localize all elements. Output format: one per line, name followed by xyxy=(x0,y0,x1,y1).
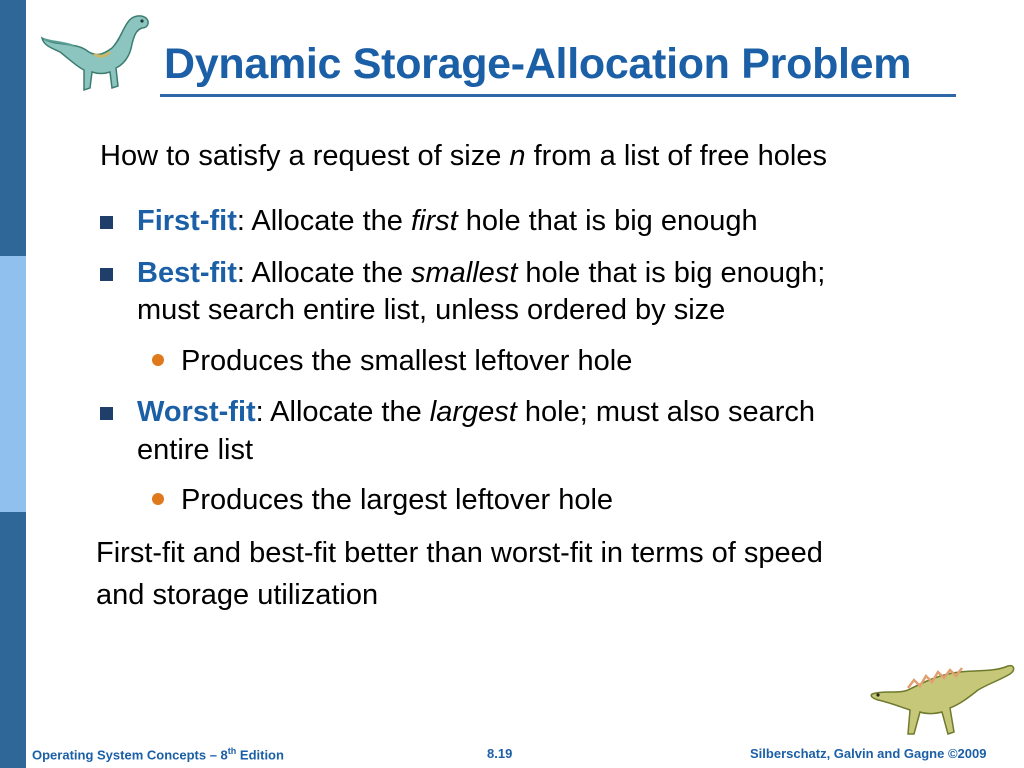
dinosaur-logo-icon xyxy=(868,660,1018,742)
round-bullet-icon xyxy=(152,354,164,366)
round-bullet-icon xyxy=(152,493,164,505)
sidebar-highlight xyxy=(0,256,26,512)
term-first-fit: First-fit xyxy=(137,205,237,237)
footer-page-number: 8.19 xyxy=(487,746,513,761)
left-sidebar-band xyxy=(0,0,26,768)
footer-authors: Silberschatz, Galvin and Gagne ©2009 xyxy=(750,746,987,761)
term-worst-fit: Worst-fit xyxy=(137,396,256,428)
title-underline xyxy=(160,94,956,97)
square-bullet-icon xyxy=(100,407,113,420)
dinosaur-logo-icon xyxy=(34,8,156,96)
page-title: Dynamic Storage-Allocation Problem xyxy=(164,40,912,88)
square-bullet-icon xyxy=(100,268,113,281)
conclusion-text: First-fit and best-fit better than worst-fit in terms of speed and storage utilization xyxy=(96,537,823,611)
square-bullet-icon xyxy=(100,216,113,229)
footer-book-title: Operating System Concepts – 8th Edition xyxy=(32,746,284,763)
intro-text: How to satisfy a request of size n from a list of free holes xyxy=(100,140,827,172)
term-best-fit: Best-fit xyxy=(137,257,237,289)
